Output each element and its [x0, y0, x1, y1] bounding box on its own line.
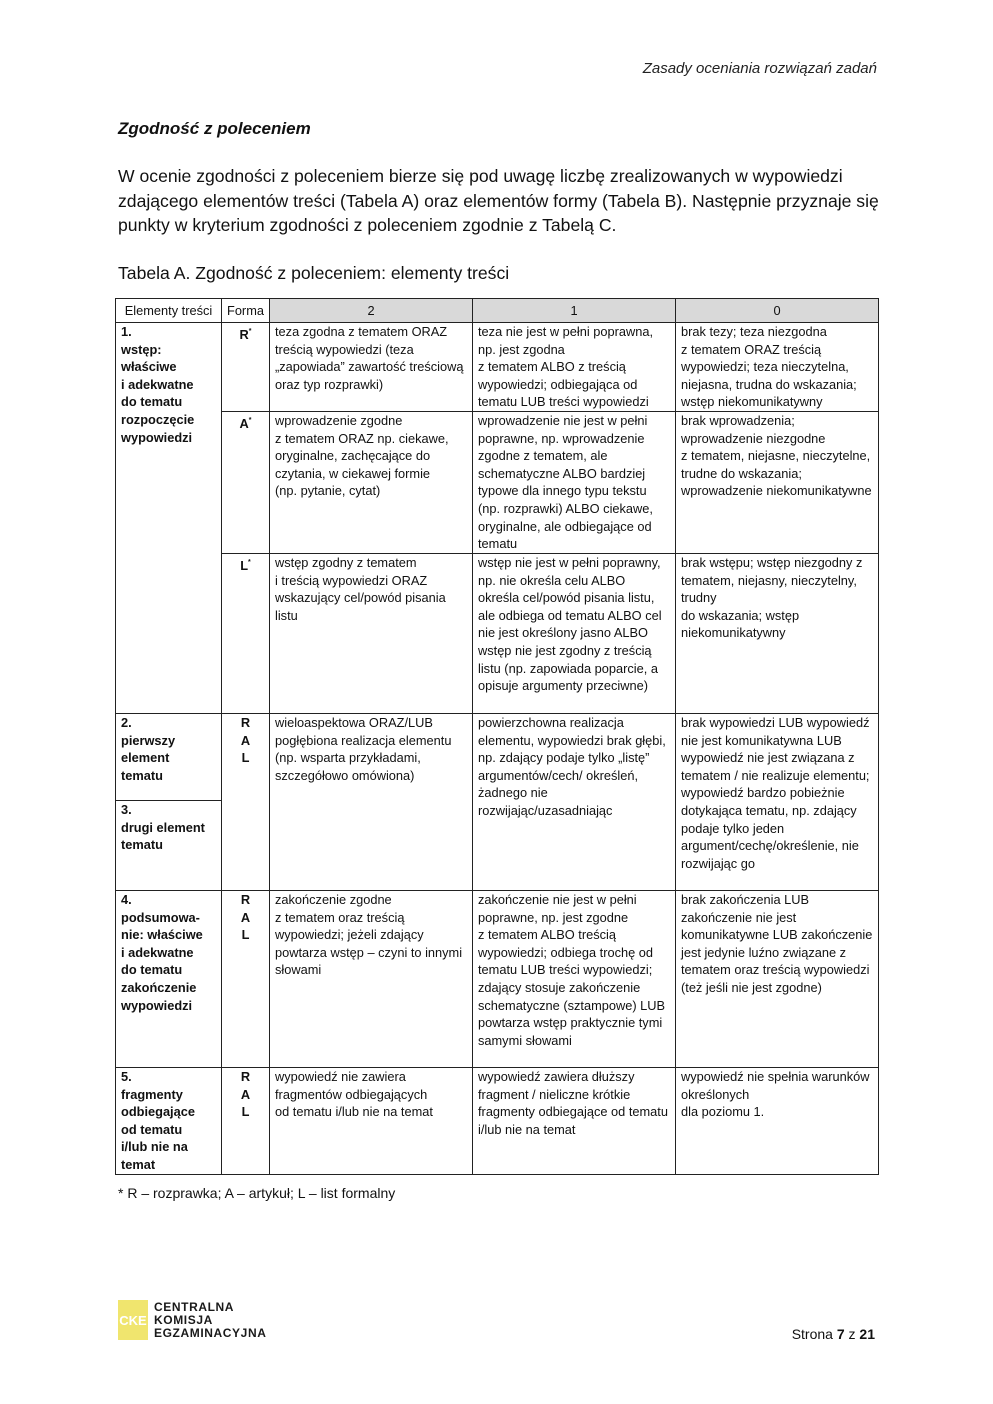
- cke-logo: [118, 1300, 266, 1340]
- table-row: [116, 714, 879, 801]
- score-0-cell: brak tezy; teza niezgodna z tematem ORAZ treścią wypowiedzi; teza nieczytelna, niejasna, trudna do wskazania; wstęp niekomunikatywny: [676, 323, 879, 412]
- form-cell: R A L: [222, 714, 270, 891]
- header-score-2: 2: [270, 299, 473, 323]
- score-1-cell: teza nie jest w pełni poprawna, np. jest zgodna z tematem ALBO z treścią wypowiedzi; odbiegająca od tematu LUB treści wypowiedzi: [473, 323, 676, 412]
- header-score-1: 1: [473, 299, 676, 323]
- score-0-cell: brak wprowadzenia; wprowadzenie niezgodne z tematem, niejasne, nieczytelne, trudne do wskazania; wprowadzenie niekomunikatywne: [676, 412, 879, 554]
- score-2-cell: zakończenie zgodne z tematem oraz treścią wypowiedzi; jeżeli zdający powtarza wstęp – czyni to innymi słowami: [270, 891, 473, 1068]
- score-2-cell: wieloaspektowa ORAZ/LUB pogłębiona realizacja elementu (np. wsparta przykładami, szczegółowo omówiona): [270, 714, 473, 891]
- table-caption: Tabela A. Zgodność z poleceniem: elementy treści: [118, 263, 510, 283]
- element-cell: 3. drugi element tematu: [116, 801, 222, 891]
- form-cell: A*: [222, 412, 270, 554]
- element-cell: 1. wstęp: właściwe i adekwatne do tematu rozpoczęcie wypowiedzi: [116, 323, 222, 714]
- footnote: * R – rozprawka; A – artykuł; L – list formalny: [118, 1185, 396, 1201]
- score-2-cell: wypowiedź nie zawiera fragmentów odbiegających od tematu i/lub nie na temat: [270, 1068, 473, 1175]
- header-score-0: 0: [676, 299, 879, 323]
- score-1-cell: wstęp nie jest w pełni poprawny, np. nie określa celu ALBO określa cel/powód pisania listu, ale odbiega od tematu ALBO cel nie jest określony jasno ALBO wstęp nie jest zgodny z treścią listu (np. zapowiada poparcie, a opisuje argumenty przeciwne): [473, 554, 676, 714]
- score-0-cell: brak zakończenia LUB zakończenie nie jest komunikatywne LUB zakończenie jest jedynie luźno związane z tematem oraz treścią wypowiedzi (też jeśli nie jest zgodne): [676, 891, 879, 1068]
- table-row: [116, 554, 879, 714]
- form-cell: R*: [222, 323, 270, 412]
- score-1-cell: zakończenie nie jest w pełni poprawne, np. jest zgodne z tematem ALBO treścią wypowiedzi; odbiega trochę od tematu LUB treści wypowiedzi; zdający stosuje zakończenie schematyczne (sztampowe) LUB powtarza wstęp praktycznie tymi samymi słowami: [473, 891, 676, 1068]
- table-row: [116, 891, 879, 1068]
- form-cell: R A L: [222, 891, 270, 1068]
- table-row: [116, 1068, 879, 1175]
- cke-logo-mark: CKE: [118, 1300, 148, 1340]
- score-1-cell: powierzchowna realizacja elementu, wypowiedzi brak głębi, np. zdający podaje tylko „listę” argumentów/cech/ określeń, żadnego nie rozwijając/uzasadniając: [473, 714, 676, 891]
- header-elements: Elementy treści: [116, 299, 222, 323]
- table-header-row: [116, 299, 879, 323]
- element-cell: 5. fragmenty odbiegające od tematu i/lub nie na temat: [116, 1068, 222, 1175]
- score-2-cell: teza zgodna z tematem ORAZ treścią wypowiedzi (teza „zapowiada” zawartość treściową oraz typ rozprawki): [270, 323, 473, 412]
- intro-paragraph: [118, 164, 883, 238]
- cke-logo-text: CENTRALNA KOMISJA EGZAMINACYJNA: [154, 1299, 267, 1340]
- page-number: Strona 7 z 21: [791, 1326, 875, 1342]
- score-0-cell: brak wypowiedzi LUB wypowiedź nie jest komunikatywna LUB wypowiedź nie jest związana z tematem / nie realizuje elementu; wypowiedź bardzo pobieżnie dotykająca tematu, np. zdający podaje tylko jeden argument/cechę/określenie, nie rozwijając go: [676, 714, 879, 891]
- element-cell: 2. pierwszy element tematu: [116, 714, 222, 801]
- element-cell: 4. podsumowa- nie: właściwe i adekwatne do tematu zakończenie wypowiedzi: [116, 891, 222, 1068]
- form-cell: L*: [222, 554, 270, 714]
- score-2-cell: wprowadzenie zgodne z tematem ORAZ np. ciekawe, oryginalne, zachęcające do czytania, w ciekawej formie (np. pytanie, cytat): [270, 412, 473, 554]
- table-row: [116, 412, 879, 554]
- intro-text: W ocenie zgodności z poleceniem bierze się pod uwagę liczbę zrealizowanych w wypowiedzi zdającego elementów treści (Tabela A) oraz elementów formy (Tabela B). Następnie przyznaje się punkty w kryterium zgodności z poleceniem zgodnie z Tabelą C.: [118, 166, 879, 235]
- table-row: [116, 323, 879, 412]
- score-1-cell: wprowadzenie nie jest w pełni poprawne, np. wprowadzenie zgodne z tematem, ale schematyczne ALBO bardziej typowe dla innego typu tekstu (np. rozprawki) ALBO ciekawe, oryginalne, ale odbiegające od tematu: [473, 412, 676, 554]
- score-2-cell: wstęp zgodny z tematem i treścią wypowiedzi ORAZ wskazujący cel/powód pisania listu: [270, 554, 473, 714]
- content-elements-table: [115, 298, 879, 1175]
- score-0-cell: brak wstępu; wstęp niezgodny z tematem, niejasny, nieczytelny, trudny do wskazania; wstęp niekomunikatywny: [676, 554, 879, 714]
- header-form: Forma: [222, 299, 270, 323]
- score-1-cell: wypowiedź zawiera dłuższy fragment / nieliczne krótkie fragmenty odbiegające od tematu i/lub nie na temat: [473, 1068, 676, 1175]
- running-header: Zasady oceniania rozwiązań zadań: [642, 60, 877, 77]
- section-title: Zgodność z poleceniem: [118, 119, 311, 138]
- score-0-cell: wypowiedź nie spełnia warunków określonych dla poziomu 1.: [676, 1068, 879, 1175]
- form-cell: R A L: [222, 1068, 270, 1175]
